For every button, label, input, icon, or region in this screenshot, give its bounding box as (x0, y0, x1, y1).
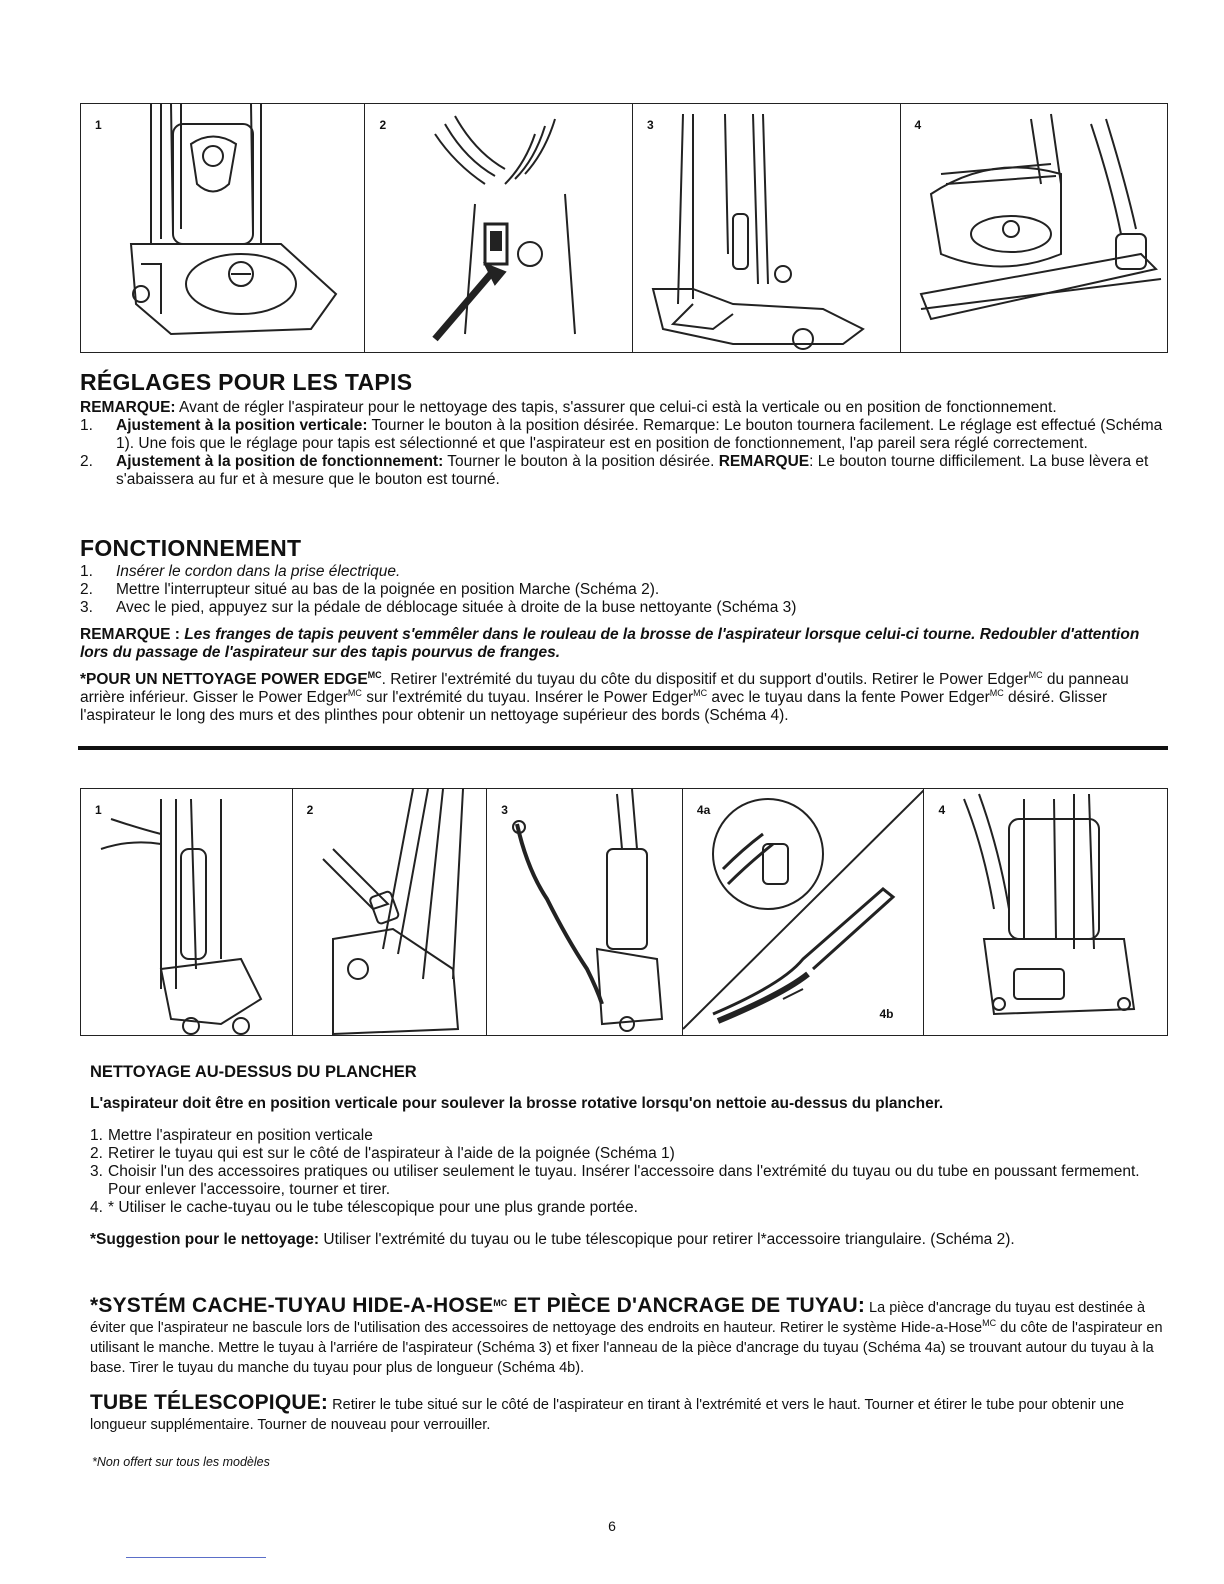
section-title: RÉGLAGES POUR LES TAPIS (80, 369, 413, 395)
item-lead: Ajustement à la position verticale: (116, 417, 368, 434)
paragraph-text: La pièce d'ancrage du tuyau est destinée à éviter que l'aspirateur ne bascule lors de l'utilisation des accessoires de nettoyage des endroits en hauteur. Retirer le système Hide-a-Hose (90, 1300, 1146, 1336)
fringe-warning (80, 626, 1170, 662)
trademark-mark: MC (347, 688, 362, 698)
tip-label: *Suggestion pour le nettoyage: (90, 1231, 320, 1248)
list-item (90, 1163, 1170, 1199)
section-hide-a-hose (90, 1296, 1170, 1378)
trademark-mark: MC (989, 688, 1004, 698)
list-item (80, 417, 1170, 453)
note-text: Les franges de tapis peuvent s'emmêler dans le rouleau de la brosse de l'aspirateur lorsque celui-ci tourne. Redoubler d'attention lors du passage de l'aspirateur sur des tapis pourvus de franges. (80, 626, 1140, 661)
footer-line (126, 1557, 266, 1558)
note-paragraph (80, 399, 1170, 417)
item-text: Choisir l'un des accessoires pratiques ou utiliser seulement le tuyau. Insérer l'accessoire dans l'extrémité du tuyau ou du tube en poussant fermement. Pour enlever l'accessoire, tourner et tirer. (108, 1163, 1140, 1198)
section-title: NETTOYAGE AU-DESSUS DU PLANCHER (90, 1063, 417, 1081)
list-item (80, 453, 1170, 489)
cleaning-tip (90, 1231, 1170, 1249)
edger-text: . Retirer l'extrémité du tuyau du côte du dispositif et du support d'outils. Retirer le Power Edger (381, 671, 1029, 688)
section-title: ET PIÈCE D'ANCRAGE DE TUYAU: (507, 1294, 866, 1317)
paragraph-text: Retirer le tube situé sur le côté de l'aspirateur en tirant à l'extrémité et vers le haut. Tourner et étirer le tube pour obtenir une longueur supplémentaire. Tourner de nouveau pour verrouiller. (90, 1397, 1125, 1433)
figure-number: 4b (879, 1007, 894, 1021)
list-item (80, 581, 1170, 599)
paragraph-text: du côte de l'aspirateur en utilisant le manche. Mettre le tuyau à l'arriére de l'aspirateur (Schéma 3) et fixer l'anneau de la pièce d'ancrage du tuyau (Schéma 4a) se trouvant autour du tuyau à la base. Tirer le tuyau du manche du tuyau pour plus de longueur (Schéma 4b). (90, 1320, 1163, 1376)
above-floor-steps-list (90, 1127, 1170, 1217)
item-number: 1. (80, 563, 93, 580)
item-text: Tourner le bouton à la position désirée. (443, 453, 719, 470)
power-switch-illustration (365, 104, 633, 352)
hose-anchor-illustration (683, 789, 925, 1035)
trademark-mark: MC (367, 670, 382, 680)
note-text: Avant de régler l'aspirateur pour le nettoyage des tapis, s'assurer que celui-ci està la verticale ou en position de fonctionnement. (175, 399, 1057, 416)
figure-number: 4a (696, 803, 711, 817)
figure-number: 3 (646, 118, 654, 132)
figure-number: 2 (379, 118, 387, 132)
telescopic-tube-paragraph (90, 1393, 1170, 1435)
section-divider (78, 746, 1168, 750)
item-text: Retirer le tuyau qui est sur le côté de l'aspirateur à l'aide de la poignée (Schéma 1) (108, 1145, 675, 1162)
list-item (80, 599, 1170, 617)
telescopic-tube-illustration (924, 789, 1167, 1035)
vacuum-height-knob-illustration (81, 104, 365, 352)
item-text: Tourner le bouton à la position désirée. Remarque: Le bouton tournera facilement. Le réglage est effectué (Schéma 1). Une fois que le réglage pour tapis est sélectionné et que l'aspirateur est en position de fonctionnement, l'ap pareil sera réglé correctement. (116, 417, 1163, 452)
figure-panel-2 (293, 789, 488, 1035)
edger-text: désiré. Glisser l'aspirateur le long des murs et des plinthes pour obtenir un nettoyage supérieur des bords (Schéma 4). (80, 689, 1108, 724)
section-title: TUBE TÉLESCOPIQUE: (90, 1391, 329, 1414)
section-above-floor-cleaning (90, 1063, 1170, 1249)
item-number: 3. (90, 1163, 103, 1180)
figure-number: 3 (501, 803, 508, 817)
section-title: *SYSTÉM CACHE-TUYAU HIDE-A-HOSE (90, 1294, 494, 1317)
figure-number: 4 (938, 803, 946, 817)
list-item (90, 1127, 1170, 1145)
section-telescopic-tube (90, 1393, 1170, 1435)
operation-steps-list (80, 563, 1170, 617)
note-label: REMARQUE : (80, 626, 180, 643)
top-figure-row (80, 103, 1168, 353)
figure-panel-1 (81, 789, 293, 1035)
list-item (80, 563, 1170, 581)
power-edge-paragraph (80, 671, 1170, 725)
item-text: Mettre l'aspirateur en position verticale (108, 1127, 373, 1144)
item-number: 1. (90, 1127, 103, 1144)
figure-number: 1 (95, 803, 102, 817)
item-number: 2. (80, 581, 93, 598)
figure-panel-3 (633, 104, 901, 352)
bottom-figure-row (80, 788, 1168, 1036)
edger-text: avec le tuyau dans la fente Power Edger (707, 689, 990, 706)
power-edger-illustration (901, 104, 1168, 352)
edger-lead: *POUR UN NETTOYAGE POWER EDGE (80, 671, 368, 688)
figure-number: 2 (306, 803, 314, 817)
footnote: *Non offert sur tous les modèles (92, 1455, 270, 1469)
item-number: 4. (90, 1199, 103, 1216)
section-title: FONCTIONNEMENT (80, 535, 302, 561)
item-text-2: : Le bouton tourne difficilement. La buse lèvera et s'abaissera au fur et à mesure que le bouton est tourné. (116, 453, 1149, 488)
figure-panel-4 (924, 789, 1167, 1035)
section-operation (80, 535, 1170, 725)
item-number: 3. (80, 599, 93, 616)
trademark-mark: MC (982, 1318, 997, 1328)
edger-text: du panneau arrière inférieur. Gisser le Power Edger (80, 671, 1129, 706)
figure-panel-4 (901, 104, 1168, 352)
item-note-label: REMARQUE (718, 453, 810, 470)
hose-behind-vacuum-illustration (487, 789, 683, 1035)
section-carpet-settings (80, 369, 1170, 489)
figure-panel-2 (365, 104, 633, 352)
item-text: Insérer le cordon dans la prise électrique. (116, 563, 401, 580)
section-subtitle: L'aspirateur doit être en position verticale pour soulever la brosse rotative lorsqu'on nettoie au-dessus du plancher. (90, 1095, 944, 1112)
carpet-steps-list (80, 417, 1170, 489)
figure-panel-4a-4b (683, 789, 925, 1035)
pedal-release-illustration (633, 104, 901, 352)
tip-text: Utiliser l'extrémité du tuyau ou le tube télescopique pour retirer l*accessoire triangulaire. (Schéma 2). (319, 1231, 1015, 1248)
figure-panel-1 (81, 104, 365, 352)
item-text: * Utiliser le cache-tuyau ou le tube télescopique pour une plus grande portée. (108, 1199, 638, 1216)
note-label: REMARQUE: (80, 399, 176, 416)
item-number: 1. (80, 417, 93, 434)
trademark-mark: MC (1028, 670, 1043, 680)
item-number: 2. (80, 453, 93, 470)
hide-a-hose-paragraph (90, 1296, 1170, 1378)
item-text: Mettre l'interrupteur situé au bas de la poignée en position Marche (Schéma 2). (116, 581, 660, 598)
crevice-tool-illustration (293, 789, 488, 1035)
list-item (90, 1145, 1170, 1163)
list-item (90, 1199, 1170, 1217)
item-number: 2. (90, 1145, 103, 1162)
item-text: Avec le pied, appuyez sur la pédale de déblocage située à droite de la buse nettoyante (Schéma 3) (116, 599, 797, 616)
trademark-mark: MC (693, 688, 708, 698)
figure-number: 4 (914, 118, 922, 132)
trademark-mark: MC (493, 1298, 508, 1308)
page-number: 6 (608, 1518, 616, 1534)
hose-removal-illustration (81, 789, 293, 1035)
edger-text: sur l'extrémité du tuyau. Insérer le Power Edger (361, 689, 694, 706)
figure-panel-3 (487, 789, 683, 1035)
figure-number: 1 (95, 118, 102, 132)
item-lead: Ajustement à la position de fonctionnement: (116, 453, 444, 470)
